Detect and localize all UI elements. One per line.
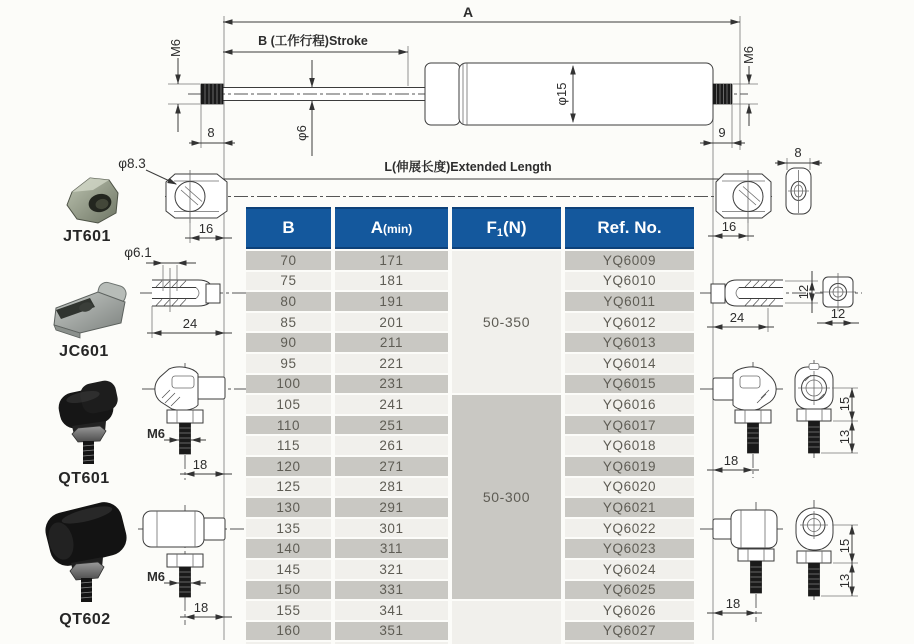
col-header-f1n: F1(N)	[452, 207, 561, 249]
cell-ref: YQ6012	[565, 313, 694, 332]
qt602-photo	[42, 498, 131, 602]
table-row	[246, 251, 694, 270]
cell-b: 125	[246, 478, 331, 497]
ball-joint-qt601-right-drawing	[700, 360, 858, 478]
cell-ref: YQ6020	[565, 478, 694, 497]
cell-ref: YQ6019	[565, 457, 694, 476]
ball-joint-qt602-left-drawing	[138, 505, 246, 625]
dim-label-thread-left-length: 8	[207, 125, 215, 140]
cell-b: 105	[246, 395, 331, 414]
dim-label-eyelet-offset-left: 16	[198, 221, 214, 236]
cell-ref: YQ6015	[565, 375, 694, 394]
cell-b: 100	[246, 375, 331, 394]
dim-label-thread-right: M6	[741, 45, 756, 65]
cell-a-min: 231	[335, 375, 448, 394]
cell-f1-group	[452, 601, 561, 644]
col-header-b: B	[246, 207, 331, 249]
eyelet-right-drawing	[716, 170, 771, 223]
cell-b: 85	[246, 313, 331, 332]
cell-a-min: 171	[335, 251, 448, 270]
cell-ref: YQ6017	[565, 416, 694, 435]
cell-ref: YQ6018	[565, 436, 694, 455]
dim-label-overall-length: A	[462, 4, 474, 20]
spec-table	[242, 205, 698, 644]
cell-a-min: 281	[335, 478, 448, 497]
cell-b: 140	[246, 539, 331, 558]
cell-a-min: 261	[335, 436, 448, 455]
dim-label-clevis-length-left: 24	[182, 316, 198, 331]
cell-a-min: 271	[335, 457, 448, 476]
cell-ref: YQ6021	[565, 498, 694, 517]
left-thread	[201, 84, 223, 104]
col-header-a-min: A(min)	[335, 207, 448, 249]
cell-ref: YQ6014	[565, 354, 694, 373]
dim-label-tube-diameter: φ15	[554, 82, 569, 106]
clevis-right-drawing	[700, 271, 862, 332]
dim-label-qt602-eye-height: 15	[837, 538, 852, 554]
spec-table-body	[246, 251, 694, 644]
cell-a-min: 351	[335, 622, 448, 641]
cell-ref: YQ6025	[565, 581, 694, 600]
jc601-photo	[54, 280, 128, 338]
cell-ref: YQ6011	[565, 292, 694, 311]
dim-label-eyelet-thickness: 8	[794, 145, 802, 160]
table-row	[246, 601, 694, 620]
cell-ref: YQ6016	[565, 395, 694, 414]
cell-a-min: 201	[335, 313, 448, 332]
dim-label-qt601-offset-left: 18	[192, 457, 208, 472]
dim-label-qt601-offset-right: 18	[723, 453, 739, 468]
cell-a-min: 331	[335, 581, 448, 600]
cell-a-min: 251	[335, 416, 448, 435]
cell-b: 155	[246, 601, 331, 620]
cell-a-min: 191	[335, 292, 448, 311]
dim-label-thread-right-length: 9	[718, 125, 726, 140]
cell-b: 90	[246, 333, 331, 352]
cell-ref: YQ6010	[565, 272, 694, 291]
dim-label-rod-diameter: φ6	[294, 125, 309, 141]
ball-joint-qt601-left-drawing	[142, 363, 246, 480]
dim-label-clevis-body-size: 12	[830, 306, 846, 321]
cell-b: 160	[246, 622, 331, 641]
table-row	[246, 395, 694, 414]
cell-b: 145	[246, 560, 331, 579]
cell-b: 135	[246, 519, 331, 538]
cell-a-min: 341	[335, 601, 448, 620]
cell-ref: YQ6013	[565, 333, 694, 352]
dim-label-eyelet-offset-right: 16	[721, 219, 737, 234]
cell-b: 120	[246, 457, 331, 476]
cell-a-min: 311	[335, 539, 448, 558]
eyelet-end-view-drawing	[786, 168, 811, 214]
cell-b: 80	[246, 292, 331, 311]
dim-label-qt601-stud-length: 13	[837, 429, 852, 445]
cell-a-min: 181	[335, 272, 448, 291]
cell-b: 150	[246, 581, 331, 600]
cell-a-min: 221	[335, 354, 448, 373]
dim-label-eyelet-hole-diameter: φ8.3	[118, 156, 146, 171]
jt601-photo	[67, 178, 118, 223]
dim-label-qt601-thread: M6	[146, 426, 166, 441]
tube-collar	[425, 63, 460, 125]
cell-b: 110	[246, 416, 331, 435]
cell-f1-group: 50-350	[452, 251, 561, 393]
cell-b: 95	[246, 354, 331, 373]
cell-a-min: 301	[335, 519, 448, 538]
cell-ref: YQ6023	[565, 539, 694, 558]
dim-label-clevis-hole-diameter: φ6.1	[124, 245, 152, 260]
dim-label-stroke: B (工作行程)Stroke	[258, 34, 368, 48]
cell-ref: YQ6026	[565, 601, 694, 620]
qt601-photo	[56, 379, 120, 464]
dim-label-qt602-thread: M6	[146, 569, 166, 584]
ball-joint-qt602-right-drawing	[700, 500, 858, 622]
cell-b: 130	[246, 498, 331, 517]
dim-label-qt602-offset-right: 18	[725, 596, 741, 611]
header-row	[246, 207, 694, 249]
cell-b: 75	[246, 272, 331, 291]
dim-label-clevis-length-right: 24	[729, 310, 745, 325]
dim-label-thread-left: M6	[168, 38, 183, 58]
dim-label-qt602-offset-left: 18	[193, 600, 209, 615]
cell-f1-group: 50-300	[452, 395, 561, 599]
right-thread	[713, 84, 732, 104]
cell-ref: YQ6024	[565, 560, 694, 579]
cell-b: 115	[246, 436, 331, 455]
jc601-label: JC601	[59, 343, 109, 360]
cell-a-min: 291	[335, 498, 448, 517]
cell-a-min: 241	[335, 395, 448, 414]
clevis-left-drawing	[124, 245, 246, 338]
dim-label-qt601-eye-height: 15	[837, 396, 852, 412]
cell-a-min: 321	[335, 560, 448, 579]
tube-body	[459, 63, 713, 125]
cell-ref: YQ6022	[565, 519, 694, 538]
col-header-ref-no: Ref. No.	[565, 207, 694, 249]
dim-label-qt602-stud-length: 13	[837, 573, 852, 589]
jt601-label: JT601	[63, 228, 111, 245]
dim-label-clevis-fork-width: 12	[796, 284, 811, 300]
eyelet-left-drawing	[166, 170, 227, 223]
cell-b: 70	[246, 251, 331, 270]
cell-ref: YQ6009	[565, 251, 694, 270]
qt602-label: QT602	[59, 611, 111, 628]
cell-ref: YQ6027	[565, 622, 694, 641]
cell-a-min: 211	[335, 333, 448, 352]
dim-label-extended-length: L(伸展长度)Extended Length	[384, 160, 552, 174]
qt601-label: QT601	[58, 470, 110, 487]
